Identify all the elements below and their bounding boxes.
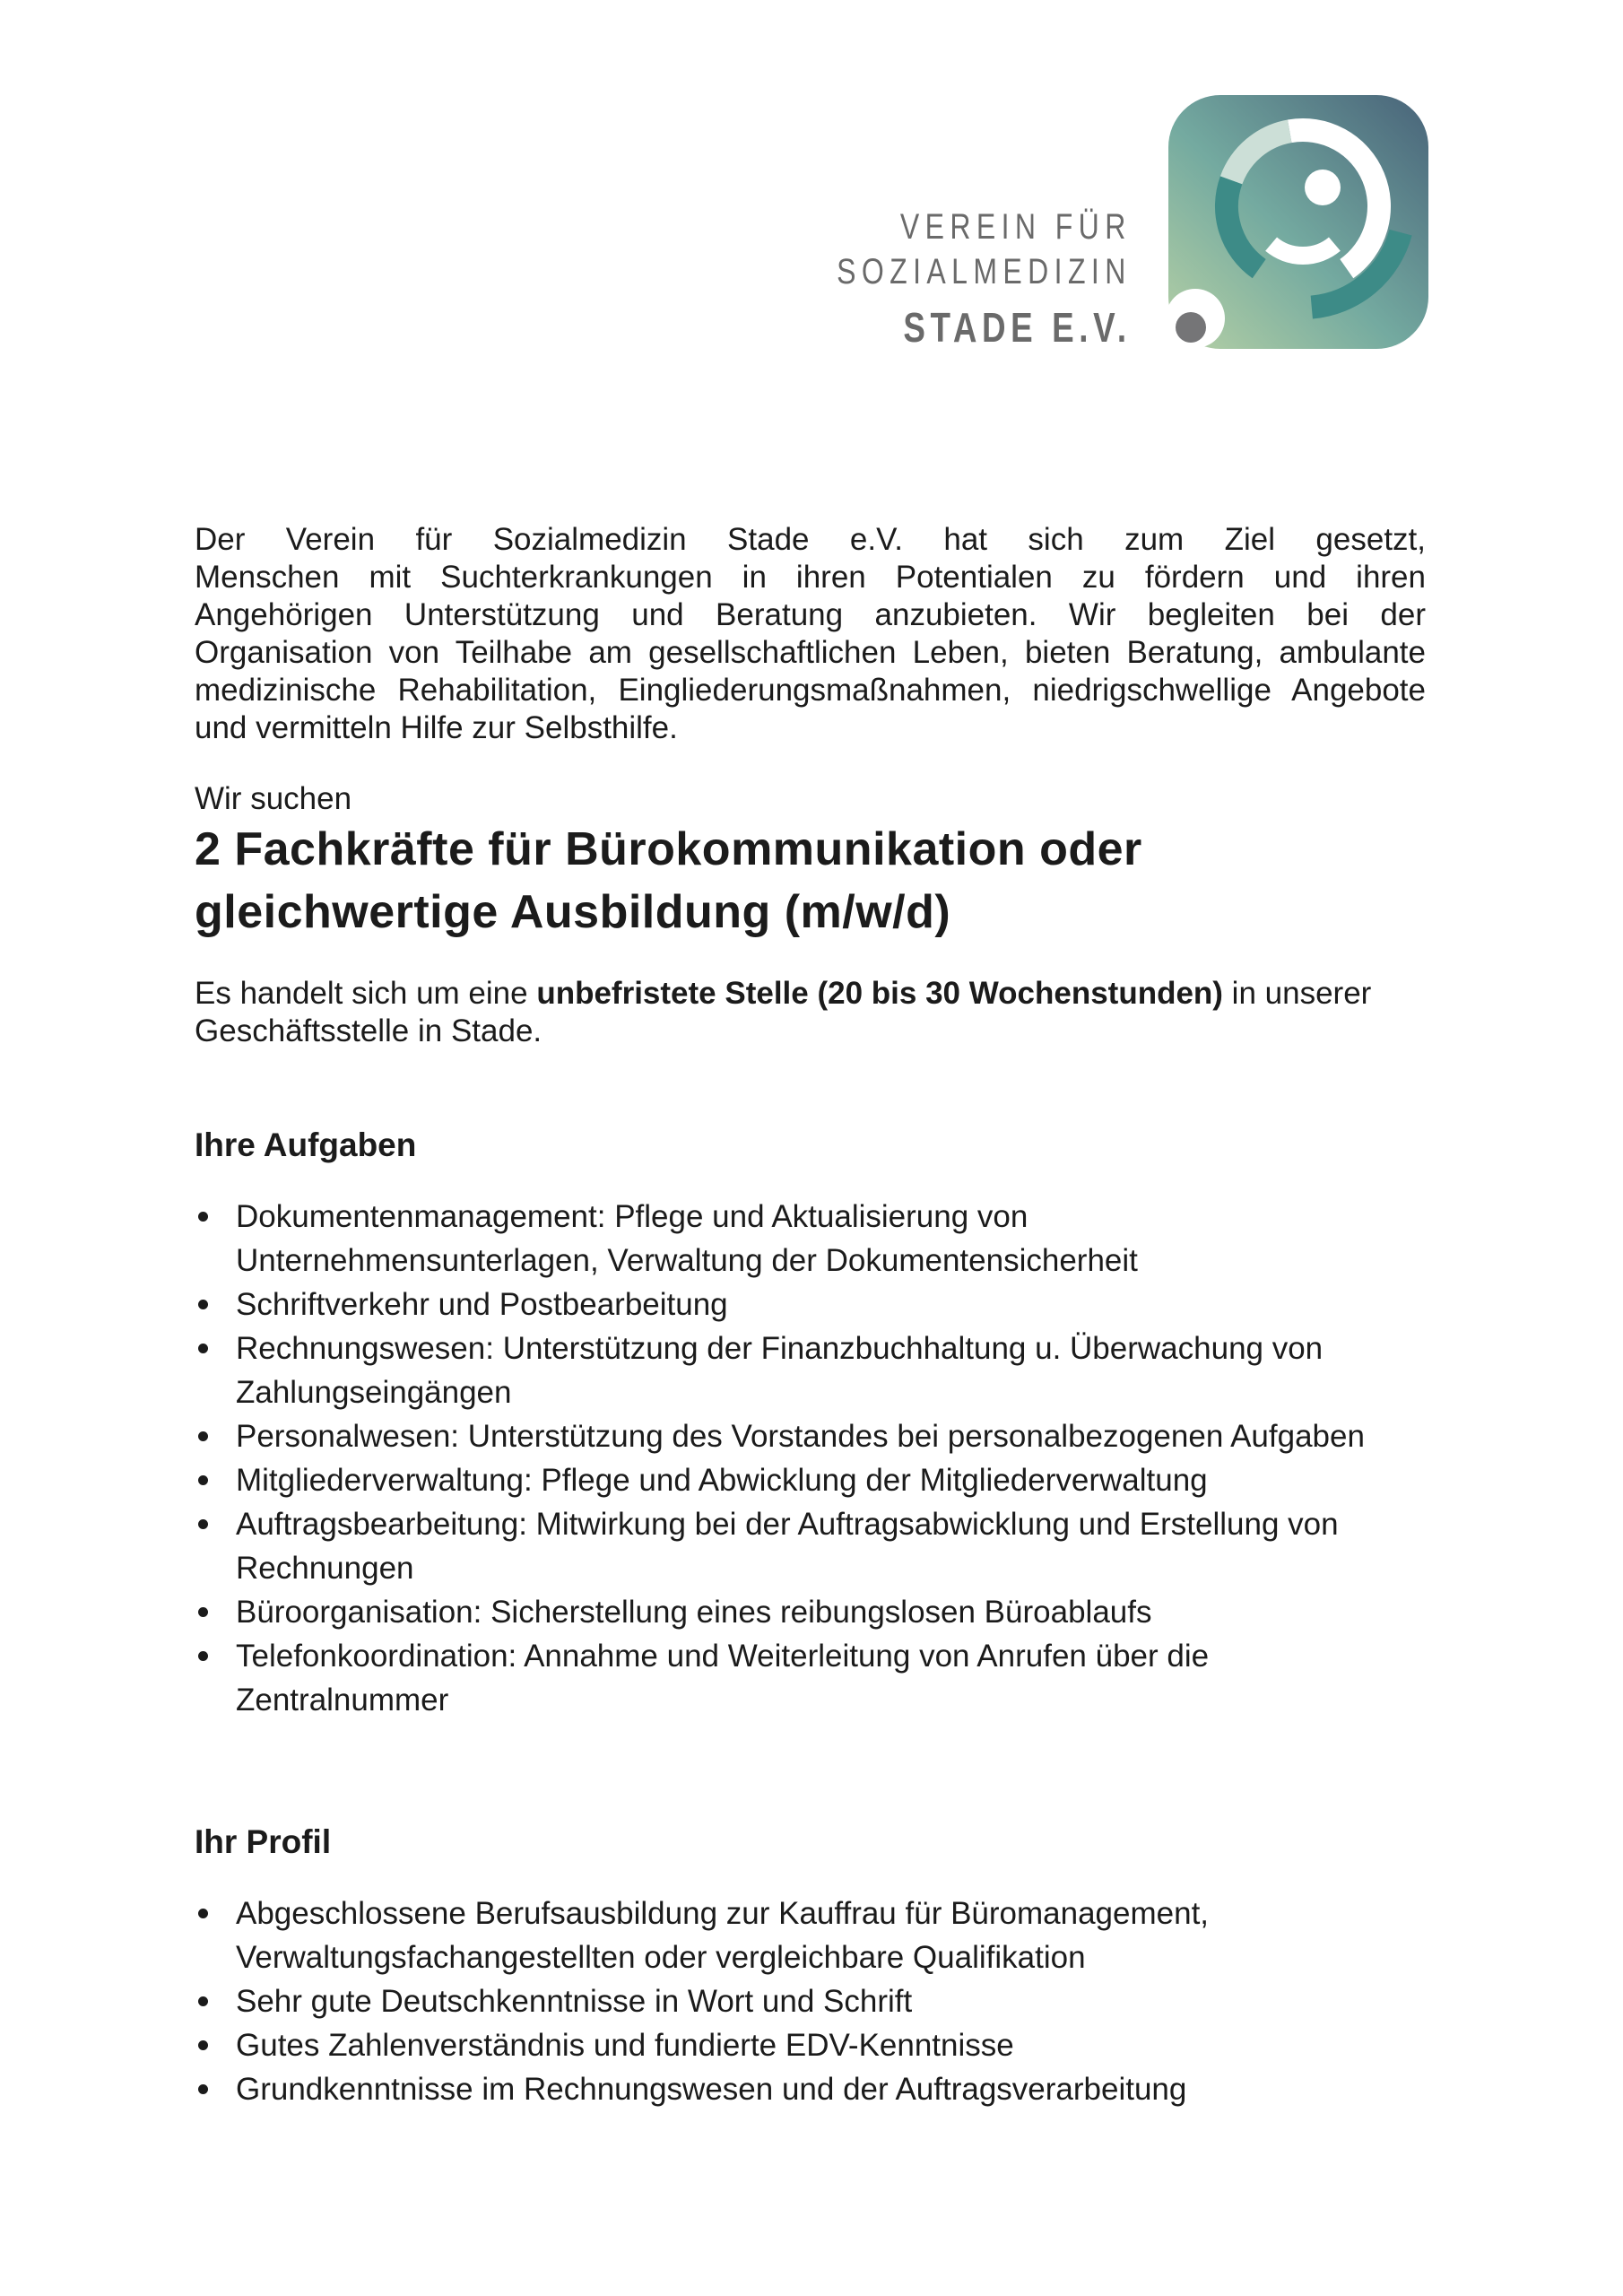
- vacancy-kicker: Wir suchen: [195, 781, 352, 816]
- vacancy-title-line-2: gleichwertige Ausbildung (m/w/d): [195, 886, 951, 938]
- bullet-icon: [198, 1431, 208, 1441]
- bullet-icon: [198, 1651, 208, 1661]
- profile-list: [195, 1892, 1426, 2111]
- list-item-text: Gutes Zahlenverständnis und fundierte EDV-Kenntnisse: [236, 2028, 1014, 2063]
- bullet-icon: [198, 1344, 208, 1353]
- bullet-icon: [198, 1212, 208, 1222]
- list-item: [236, 1414, 1384, 1458]
- conditions-bold: unbefristete Stelle (20 bis 30 Wochenstunden): [536, 976, 1223, 1011]
- intro-line: Angehörigen Unterstützung und Beratung anzubieten. Wir begleiten bei der: [195, 597, 1426, 632]
- list-item-text: Abgeschlossene Berufsausbildung zur Kauffrau für Büromanagement, Verwaltungsfachangestellten oder vergleichbare Qualifikation: [236, 1896, 1210, 1975]
- list-item-text: Personalwesen: Unterstützung des Vorstandes bei personalbezogenen Aufgaben: [236, 1419, 1365, 1454]
- conditions-prefix: Es handelt sich um eine: [195, 976, 537, 1011]
- list-item: [236, 2067, 1384, 2111]
- tasks-list: [195, 1195, 1426, 1722]
- org-name-line-3: STADE E.V.: [903, 304, 1132, 351]
- bullet-icon: [198, 1909, 208, 1918]
- vacancy-title: [195, 818, 1426, 944]
- list-item: [236, 1195, 1384, 1283]
- org-name-line-2: SOZIALMEDIZIN: [837, 252, 1132, 291]
- list-item: [236, 2023, 1384, 2067]
- list-item: [236, 1590, 1384, 1634]
- bullet-icon: [198, 2040, 208, 2050]
- bullet-icon: [198, 1996, 208, 2006]
- intro-line: Organisation von Teilhabe am gesellschaftlichen Leben, bieten Beratung, ambulante: [195, 635, 1426, 670]
- list-item-text: Büroorganisation: Sicherstellung eines reibungslosen Büroablaufs: [236, 1595, 1152, 1630]
- profile-heading: Ihr Profil: [195, 1823, 332, 1860]
- list-item: [236, 1979, 1384, 2023]
- bullet-icon: [198, 1300, 208, 1309]
- bullet-icon: [198, 1519, 208, 1529]
- list-item-text: Telefonkoordination: Annahme und Weiterleitung von Anrufen über die Zentralnummer: [236, 1639, 1210, 1718]
- conditions-paragraph: [195, 975, 1426, 1050]
- list-item-text: Dokumentenmanagement: Pflege und Aktualisierung von Unternehmensunterlagen, Verwaltung der Dokumentensicherheit: [236, 1199, 1138, 1278]
- bullet-icon: [198, 1475, 208, 1485]
- list-item-text: Sehr gute Deutschkenntnisse in Wort und Schrift: [236, 1984, 913, 2019]
- document-body: [195, 0, 1426, 2111]
- vacancy-title-line-1: 2 Fachkräfte für Bürokommunikation oder: [195, 823, 1142, 875]
- tasks-heading: Ihre Aufgaben: [195, 1126, 417, 1163]
- list-item: [236, 1283, 1384, 1326]
- intro-line: Der Verein für Sozialmedizin Stade e.V. hat sich zum Ziel gesetzt,: [195, 522, 1426, 557]
- list-item: [236, 1326, 1384, 1414]
- intro-line: und vermitteln Hilfe zur Selbsthilfe.: [195, 710, 678, 745]
- org-name-line-1: VEREIN FÜR: [900, 207, 1132, 247]
- list-item: [236, 1458, 1384, 1502]
- list-item-text: Grundkenntnisse im Rechnungswesen und der Auftragsverarbeitung: [236, 2072, 1187, 2107]
- bullet-icon: [198, 1607, 208, 1617]
- list-item-text: Mitgliederverwaltung: Pflege und Abwicklung der Mitgliederverwaltung: [236, 1463, 1208, 1498]
- list-item: [236, 1892, 1384, 1979]
- bullet-icon: [198, 2084, 208, 2094]
- list-item: [236, 1634, 1384, 1722]
- list-item-text: Auftragsbearbeitung: Mitwirkung bei der Auftragsabwicklung und Erstellung von Rechnungen: [236, 1507, 1339, 1586]
- conditions-suffix: in unserer Geschäftsstelle in Stade.: [195, 976, 1372, 1048]
- list-item-text: Rechnungswesen: Unterstützung der Finanzbuchhaltung u. Überwachung von Zahlungseingängen: [236, 1331, 1324, 1410]
- list-item: [236, 1502, 1384, 1590]
- intro-line: Menschen mit Suchterkrankungen in ihren Potentialen zu fördern und ihren: [195, 560, 1426, 595]
- list-item-text: Schriftverkehr und Postbearbeitung: [236, 1287, 728, 1322]
- intro-line: medizinische Rehabilitation, Eingliederungsmaßnahmen, niedrigschwellige Angebote: [195, 673, 1426, 708]
- intro-paragraph: [195, 0, 1426, 747]
